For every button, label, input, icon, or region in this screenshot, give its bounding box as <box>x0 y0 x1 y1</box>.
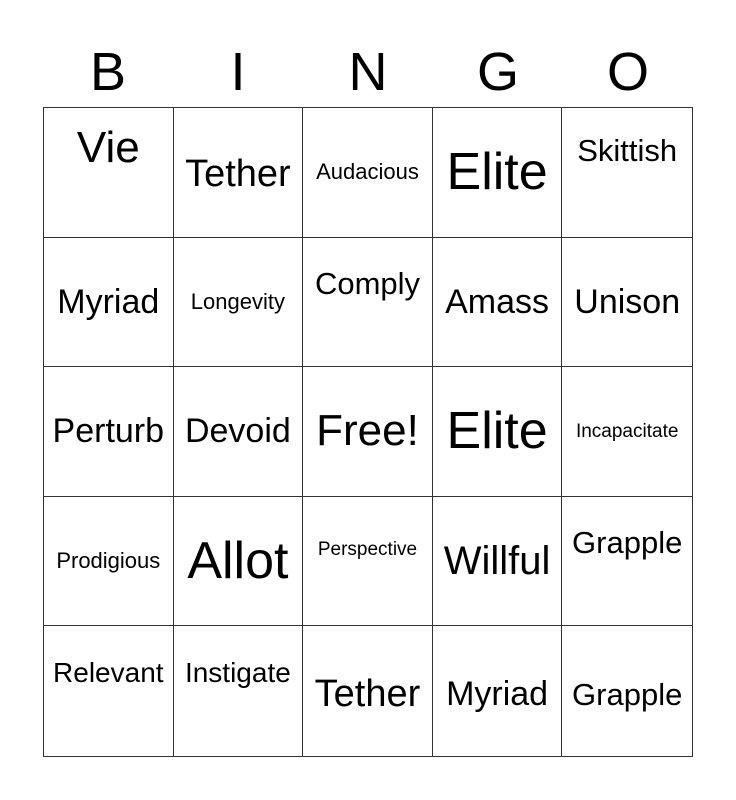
bingo-cell-text: Allot <box>187 532 289 591</box>
bingo-cell-text: Devoid <box>184 412 291 451</box>
bingo-cell-r3-c2[interactable] <box>174 367 304 497</box>
header-letter-b: B <box>89 42 127 102</box>
bingo-cell-text: Comply <box>314 265 421 301</box>
bingo-cell-r3-c5[interactable] <box>562 367 692 497</box>
bingo-cell-r3-c1[interactable] <box>44 367 174 497</box>
header-letter-n: N <box>348 42 388 102</box>
bingo-cell-r3-free[interactable] <box>303 367 433 497</box>
free-space-text: Free! <box>316 406 419 456</box>
bingo-cell-r4-c4[interactable] <box>433 497 563 627</box>
bingo-cell-r4-c3[interactable] <box>303 497 433 627</box>
bingo-board <box>43 107 693 757</box>
bingo-cell-text: Tether <box>185 153 291 196</box>
bingo-cell-r2-c4[interactable] <box>433 238 563 368</box>
bingo-cell-text: Perturb <box>52 412 165 451</box>
bingo-cell-r4-c2[interactable] <box>174 497 304 627</box>
bingo-cell-text: Grapple <box>572 524 683 560</box>
bingo-cell-r2-c3[interactable] <box>303 238 433 368</box>
bingo-cell-text: Unison <box>574 282 681 321</box>
bingo-cell-text: Amass <box>445 282 550 321</box>
bingo-cell-text: Audacious <box>316 159 419 185</box>
bingo-cell-text: Willful <box>443 539 551 584</box>
bingo-cell-text: Incapacitate <box>575 420 679 442</box>
bingo-cell-text: Relevant <box>53 657 164 689</box>
bingo-cell-text: Perspective <box>317 538 418 560</box>
bingo-cell-r1-c1[interactable] <box>44 108 174 238</box>
bingo-cell-r1-c5[interactable] <box>562 108 692 238</box>
bingo-cell-r1-c3[interactable] <box>303 108 433 238</box>
bingo-cell-r2-c5[interactable] <box>562 238 692 368</box>
bingo-cell-text: Skittish <box>577 133 678 168</box>
bingo-cell-r4-c1[interactable] <box>44 497 174 627</box>
bingo-cell-r4-c5[interactable] <box>562 497 692 627</box>
bingo-cell-r5-c1[interactable] <box>44 626 174 756</box>
bingo-header <box>43 40 693 104</box>
bingo-cell-text: Myriad <box>57 282 160 321</box>
header-letter-g: G <box>476 42 519 102</box>
bingo-cell-r5-c5[interactable] <box>562 626 692 756</box>
header-letter-i: I <box>230 42 246 102</box>
bingo-cell-r5-c2[interactable] <box>174 626 304 756</box>
bingo-cell-text: Longevity <box>190 288 285 314</box>
bingo-cell-r2-c1[interactable] <box>44 238 174 368</box>
bingo-cell-r3-c4[interactable] <box>433 367 563 497</box>
bingo-cell-text: Vie <box>76 123 140 172</box>
bingo-cell-r1-c2[interactable] <box>174 108 304 238</box>
bingo-cell-r5-c3[interactable] <box>303 626 433 756</box>
bingo-cell-text: Myriad <box>446 675 549 714</box>
bingo-cell-text: Tether <box>314 673 421 716</box>
bingo-cell-text: Prodigious <box>56 548 161 574</box>
bingo-cell-text: Instigate <box>184 657 291 689</box>
bingo-cell-text: Grapple <box>572 676 683 712</box>
bingo-cell-r1-c4[interactable] <box>433 108 563 238</box>
bingo-cell-text: Elite <box>446 402 548 461</box>
bingo-cell-r2-c2[interactable] <box>174 238 304 368</box>
bingo-cell-text: Elite <box>446 143 548 202</box>
bingo-cell-r5-c4[interactable] <box>433 626 563 756</box>
header-letter-o: O <box>606 42 649 102</box>
